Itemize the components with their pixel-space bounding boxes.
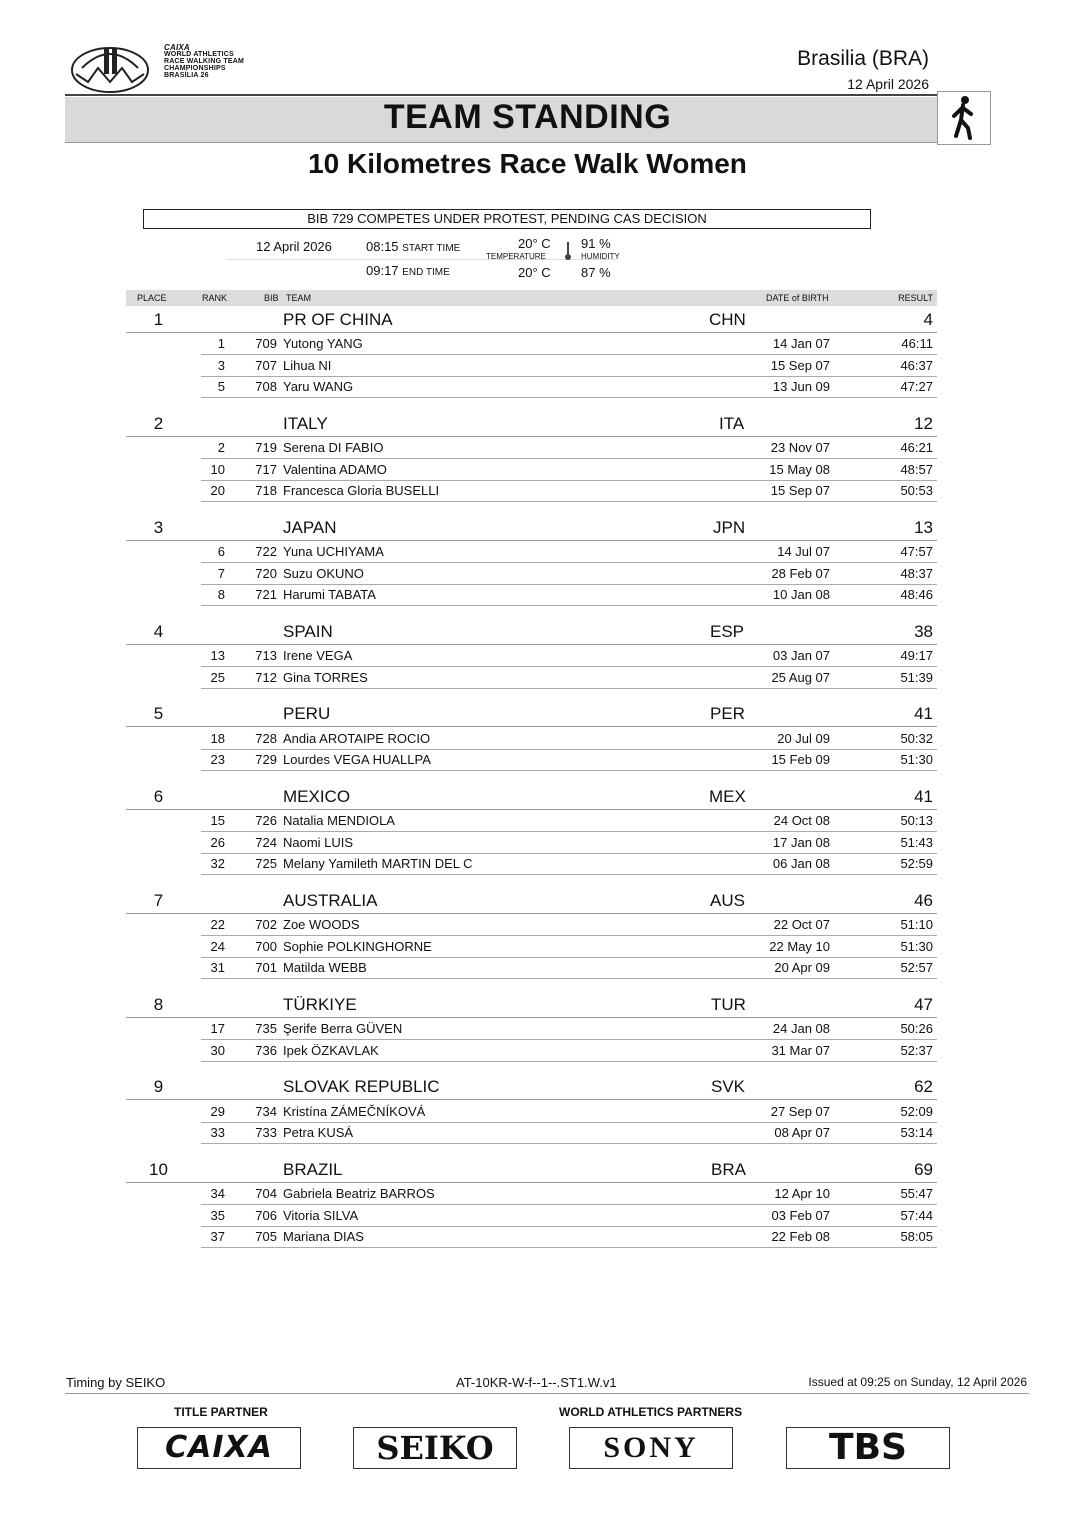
athlete-row: 10 717 Valentina ADAMO 15 May 08 48:57 [201,459,937,481]
col-team: TEAM [286,293,312,303]
athlete-row: 6 722 Yuna UCHIYAMA 14 Jul 07 47:57 [201,541,937,563]
humidity-start: 91 % [581,236,611,251]
athlete-row: 7 720 Suzu OKUNO 28 Feb 07 48:37 [201,563,937,585]
team-row: 3 JAPAN JPN 13 [126,516,937,541]
footer-divider [65,1393,1029,1394]
conditions-divider [226,259,616,260]
team-row: 4 SPAIN ESP 38 [126,620,937,645]
team-row: 1 PR OF CHINA CHN 4 [126,308,937,333]
race-walker-icon [937,91,991,145]
title-partner-label: TITLE PARTNER [174,1405,268,1419]
col-bib: BIB [264,293,279,303]
athlete-row: 20 718 Francesca Gloria BUSELLI 15 Sep 07 50:53 [201,480,937,502]
page-title: TEAM STANDING [383,98,672,136]
athlete-row: 33 733 Petra KUSÁ 08 Apr 07 53:14 [201,1122,937,1144]
athlete-row: 2 719 Serena DI FABIO 23 Nov 07 46:21 [201,437,937,459]
event-subtitle: 10 Kilometres Race Walk Women [308,148,747,179]
team-row: 8 TÜRKIYE TUR 47 [126,993,937,1018]
athlete-row: 26 724 Naomi LUIS 17 Jan 08 51:43 [201,832,937,854]
col-result: RESULT [898,293,933,303]
team-row: 7 AUSTRALIA AUS 46 [126,889,937,914]
athlete-row: 37 705 Mariana DIAS 22 Feb 08 58:05 [201,1226,937,1248]
partner-logo-tbs: TBS [786,1427,950,1469]
temperature-label: TEMPERATURE [486,252,546,261]
athlete-row: 24 700 Sophie POLKINGHORNE 22 May 10 51:30 [201,936,937,958]
partner-logo-caixa: CAIXA [137,1427,301,1469]
col-place: PLACE [137,293,167,303]
timing-credit: Timing by SEIKO [66,1375,166,1390]
thermometer-icon [564,241,572,266]
issued-timestamp: Issued at 09:25 on Sunday, 12 April 2026 [808,1375,1027,1389]
partner-logo-sony: SONY [569,1427,733,1469]
event-date: 12 April 2026 [847,76,929,92]
col-dob: DATE of BIRTH [766,293,829,303]
team-row: 5 PERU PER 41 [126,702,937,727]
humidity-end: 87 % [581,265,611,280]
stadium-logo-icon [68,38,158,94]
partner-logo-seiko: SEIKO [353,1427,517,1469]
col-rank: RANK [202,293,228,303]
athlete-row: 1 709 Yutong YANG 14 Jan 07 46:11 [201,333,937,355]
protest-notice: BIB 729 COMPETES UNDER PROTEST, PENDING CAS DECISION [143,209,871,229]
athlete-row: 35 706 Vitoria SILVA 03 Feb 07 57:44 [201,1205,937,1227]
temp-start: 20° C [518,236,551,251]
team-row: 10 BRAZIL BRA 69 [126,1158,937,1183]
team-row: 9 SLOVAK REPUBLIC SVK 62 [126,1075,937,1100]
athlete-row: 17 735 Şerife Berra GÜVEN 24 Jan 08 50:26 [201,1018,937,1040]
document-code: AT-10KR-W-f--1--.ST1.W.v1 [456,1375,617,1390]
start-time: 08:15 START TIME [366,239,461,254]
athlete-row: 5 708 Yaru WANG 13 Jun 09 47:27 [201,376,937,398]
logo-text: CAIXA WORLD ATHLETICS RACE WALKING TEAM CHAMPIONSHIPS BRASÍLIA 26 [164,43,245,79]
athlete-row: 22 702 Zoe WOODS 22 Oct 07 51:10 [201,914,937,936]
header-divider [65,94,937,96]
athlete-row: 3 707 Lihua NI 15 Sep 07 46:37 [201,355,937,377]
athlete-row: 15 726 Natalia MENDIOLA 24 Oct 08 50:13 [201,810,937,832]
temp-end: 20° C [518,265,551,280]
wa-partners-label: WORLD ATHLETICS PARTNERS [559,1405,743,1419]
athlete-row: 18 728 Andia AROTAIPE ROCIO 20 Jul 09 50:32 [201,728,937,750]
athlete-row: 32 725 Melany Yamileth MARTIN DEL C 06 Jan 08 52:59 [201,853,937,875]
athlete-row: 29 734 Kristína ZÁMEČNÍKOVÁ 27 Sep 07 52:09 [201,1101,937,1123]
event-city: Brasilia (BRA) [797,47,929,70]
athlete-row: 30 736 Ipek ÖZKAVLAK 31 Mar 07 52:37 [201,1040,937,1062]
table-header [126,290,937,306]
athlete-row: 8 721 Harumi TABATA 10 Jan 08 48:46 [201,584,937,606]
athlete-row: 31 701 Matilda WEBB 20 Apr 09 52:57 [201,957,937,979]
race-date: 12 April 2026 [256,239,332,254]
team-row: 2 ITALY ITA 12 [126,412,937,437]
athlete-row: 23 729 Lourdes VEGA HUALLPA 15 Feb 09 51:30 [201,749,937,771]
championship-logo [68,38,253,96]
humidity-label: HUMIDITY [581,252,620,261]
athlete-row: 34 704 Gabriela Beatriz BARROS 12 Apr 10 55:47 [201,1183,937,1205]
athlete-row: 13 713 Irene VEGA 03 Jan 07 49:17 [201,645,937,667]
team-row: 6 MEXICO MEX 41 [126,785,937,810]
athlete-row: 25 712 Gina TORRES 25 Aug 07 51:39 [201,667,937,689]
end-time: 09:17 END TIME [366,263,450,278]
